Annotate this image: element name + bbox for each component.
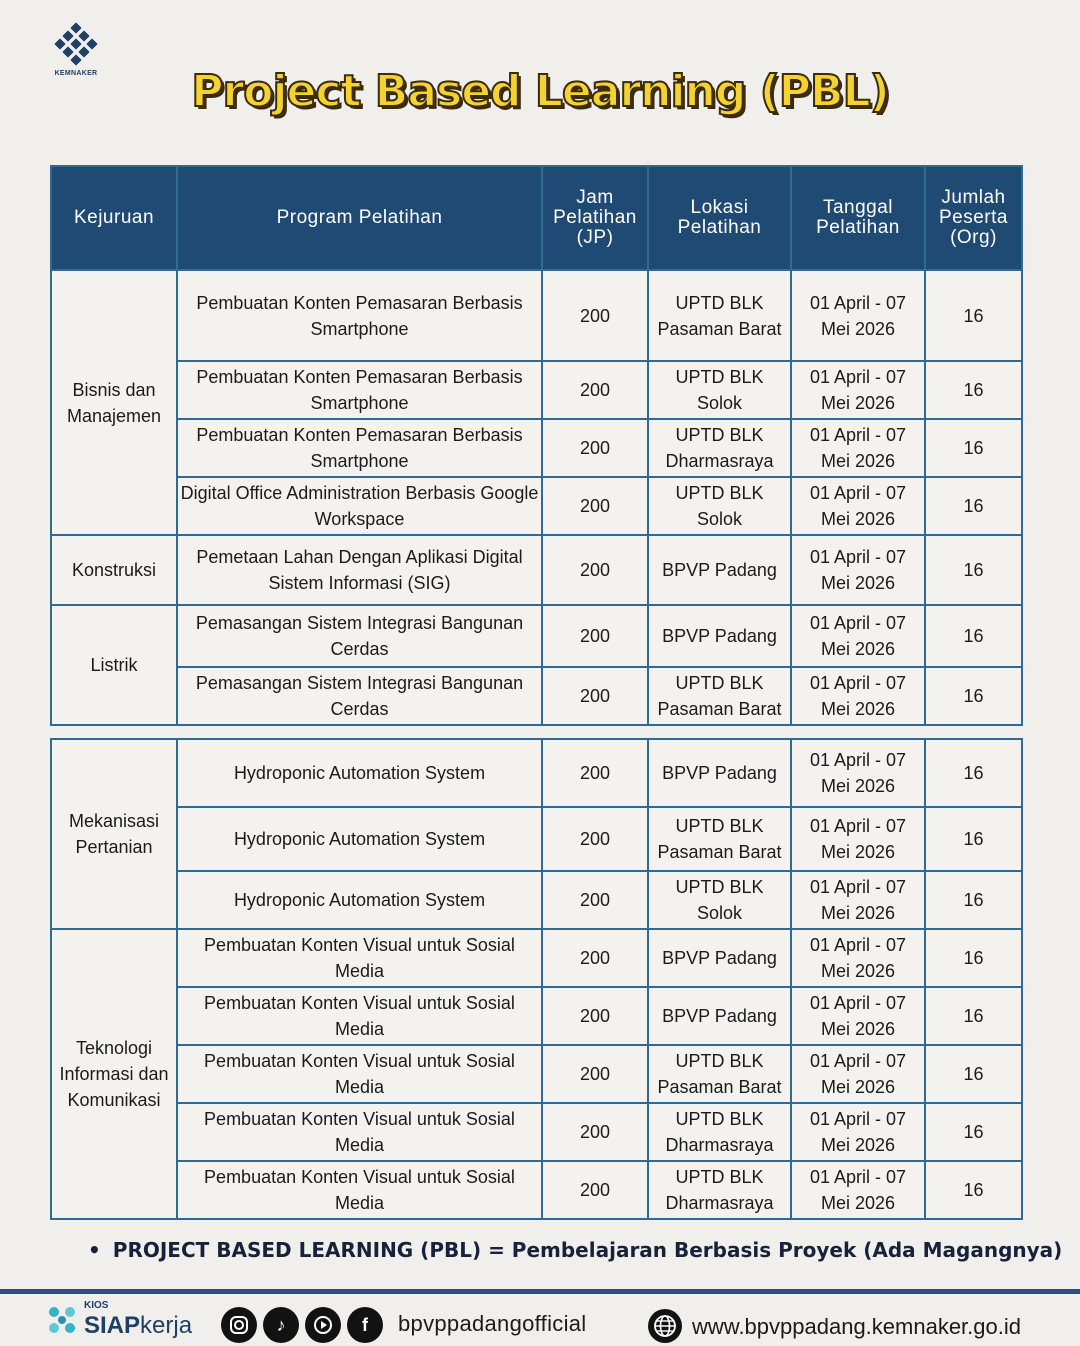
- kemnaker-emblem-icon: [53, 22, 99, 68]
- jp-cell: 200: [542, 807, 648, 871]
- siapkerja-text: [84, 1312, 192, 1340]
- peserta-cell: 16: [925, 1103, 1022, 1161]
- lokasi-cell: UPTD BLK Solok: [648, 477, 791, 535]
- peserta-cell: 16: [925, 1045, 1022, 1103]
- lokasi-cell: UPTD BLK Dharmasraya: [648, 419, 791, 477]
- tanggal-cell: 01 April - 07 Mei 2026: [791, 605, 925, 667]
- kejuruan-cell: Mekanisasi Pertanian: [51, 739, 177, 929]
- jp-cell: 200: [542, 871, 648, 929]
- program-cell: Pembuatan Konten Pemasaran Berbasis Smartphone: [177, 270, 542, 361]
- tanggal-cell: 01 April - 07 Mei 2026: [791, 1103, 925, 1161]
- table-header-row: [51, 166, 1022, 270]
- table-row: [51, 667, 1022, 725]
- jp-cell: 200: [542, 361, 648, 419]
- youtube-icon[interactable]: [305, 1307, 341, 1343]
- jp-cell: 200: [542, 1161, 648, 1219]
- social-handle[interactable]: bpvppadangofficial: [398, 1311, 587, 1336]
- jp-cell: 200: [542, 605, 648, 667]
- table-row: [51, 477, 1022, 535]
- program-cell: Pembuatan Konten Visual untuk Sosial Media: [177, 929, 542, 987]
- table-row: [51, 361, 1022, 419]
- peserta-cell: 16: [925, 739, 1022, 807]
- peserta-cell: 16: [925, 270, 1022, 361]
- peserta-cell: 16: [925, 929, 1022, 987]
- facebook-icon[interactable]: f: [347, 1307, 383, 1343]
- lokasi-cell: BPVP Padang: [648, 987, 791, 1045]
- lokasi-cell: UPTD BLK Dharmasraya: [648, 1103, 791, 1161]
- logo-text: KEMNAKER: [54, 70, 98, 77]
- tanggal-cell: 01 April - 07 Mei 2026: [791, 739, 925, 807]
- instagram-icon[interactable]: [221, 1307, 257, 1343]
- kerja-text: kerja: [140, 1312, 193, 1339]
- peserta-cell: 16: [925, 987, 1022, 1045]
- tanggal-cell: 01 April - 07 Mei 2026: [791, 535, 925, 605]
- jp-cell: 200: [542, 477, 648, 535]
- program-cell: Pemasangan Sistem Integrasi Bangunan Cerdas: [177, 605, 542, 667]
- lokasi-cell: BPVP Padang: [648, 929, 791, 987]
- table-row: [51, 1161, 1022, 1219]
- tanggal-cell: 01 April - 07 Mei 2026: [791, 477, 925, 535]
- tanggal-cell: 01 April - 07 Mei 2026: [791, 270, 925, 361]
- social-icons: [221, 1307, 383, 1343]
- table-row: [51, 419, 1022, 477]
- kejuruan-cell: Bisnis dan Manajemen: [51, 270, 177, 535]
- table-row: [51, 807, 1022, 871]
- tanggal-cell: 01 April - 07 Mei 2026: [791, 667, 925, 725]
- jp-cell: 200: [542, 1045, 648, 1103]
- header-program: Program Pelatihan: [177, 166, 542, 270]
- jp-cell: 200: [542, 929, 648, 987]
- tanggal-cell: 01 April - 07 Mei 2026: [791, 1161, 925, 1219]
- lokasi-cell: UPTD BLK Solok: [648, 871, 791, 929]
- peserta-cell: 16: [925, 535, 1022, 605]
- tanggal-cell: 01 April - 07 Mei 2026: [791, 871, 925, 929]
- lokasi-cell: UPTD BLK Dharmasraya: [648, 1161, 791, 1219]
- tanggal-cell: 01 April - 07 Mei 2026: [791, 807, 925, 871]
- program-cell: Hydroponic Automation System: [177, 807, 542, 871]
- table-row: [51, 605, 1022, 667]
- kios-label: KIOS: [84, 1300, 109, 1311]
- lokasi-cell: UPTD BLK Pasaman Barat: [648, 1045, 791, 1103]
- table-row: [51, 270, 1022, 361]
- kejuruan-cell: Konstruksi: [51, 535, 177, 605]
- table-row: [51, 871, 1022, 929]
- table-row: [51, 1045, 1022, 1103]
- peserta-cell: 16: [925, 605, 1022, 667]
- peserta-cell: 16: [925, 807, 1022, 871]
- program-cell: Pembuatan Konten Visual untuk Sosial Media: [177, 1045, 542, 1103]
- program-cell: Hydroponic Automation System: [177, 739, 542, 807]
- table-row: [51, 987, 1022, 1045]
- tanggal-cell: 01 April - 07 Mei 2026: [791, 987, 925, 1045]
- table-row: [51, 929, 1022, 987]
- program-cell: Digital Office Administration Berbasis Google Workspace: [177, 477, 542, 535]
- peserta-cell: 16: [925, 419, 1022, 477]
- training-table-1: [50, 165, 1023, 726]
- siapkerja-logo: [44, 1298, 192, 1342]
- peserta-cell: 16: [925, 667, 1022, 725]
- tiktok-icon[interactable]: ♪: [263, 1307, 299, 1343]
- program-cell: Pembuatan Konten Pemasaran Berbasis Smartphone: [177, 361, 542, 419]
- header-jam: Jam Pelatihan (JP): [542, 166, 648, 270]
- table-row: [51, 535, 1022, 605]
- program-cell: Pemasangan Sistem Integrasi Bangunan Cerdas: [177, 667, 542, 725]
- tanggal-cell: 01 April - 07 Mei 2026: [791, 419, 925, 477]
- siap-text: SIAP: [84, 1312, 141, 1339]
- jp-cell: 200: [542, 419, 648, 477]
- pbl-note: • PROJECT BASED LEARNING (PBL) = Pembelajaran Berbasis Proyek (Ada Magangnya): [88, 1238, 1062, 1262]
- peserta-cell: 16: [925, 871, 1022, 929]
- peserta-cell: 16: [925, 477, 1022, 535]
- header-tanggal: Tanggal Pelatihan: [791, 166, 925, 270]
- footer-divider: [0, 1289, 1080, 1294]
- lokasi-cell: BPVP Padang: [648, 535, 791, 605]
- siapkerja-icon: [44, 1302, 80, 1338]
- tanggal-cell: 01 April - 07 Mei 2026: [791, 929, 925, 987]
- program-cell: Pembuatan Konten Visual untuk Sosial Media: [177, 1161, 542, 1219]
- jp-cell: 200: [542, 667, 648, 725]
- program-cell: Pembuatan Konten Visual untuk Sosial Media: [177, 987, 542, 1045]
- lokasi-cell: UPTD BLK Pasaman Barat: [648, 807, 791, 871]
- kejuruan-cell: Listrik: [51, 605, 177, 725]
- table-row: [51, 1103, 1022, 1161]
- tanggal-cell: 01 April - 07 Mei 2026: [791, 361, 925, 419]
- program-cell: Hydroponic Automation System: [177, 871, 542, 929]
- header-peserta: Jumlah Peserta (Org): [925, 166, 1022, 270]
- lokasi-cell: UPTD BLK Pasaman Barat: [648, 667, 791, 725]
- header-lokasi: Lokasi Pelatihan: [648, 166, 791, 270]
- tanggal-cell: 01 April - 07 Mei 2026: [791, 1045, 925, 1103]
- jp-cell: 200: [542, 1103, 648, 1161]
- table-row: [51, 739, 1022, 807]
- page-title: Project Based Learning (PBL): [191, 66, 889, 117]
- peserta-cell: 16: [925, 1161, 1022, 1219]
- header-kejuruan: Kejuruan: [51, 166, 177, 270]
- website-link[interactable]: www.bpvppadang.kemnaker.go.id: [692, 1314, 1021, 1339]
- kejuruan-cell: Teknologi Informasi dan Komunikasi: [51, 929, 177, 1219]
- globe-icon: [648, 1309, 682, 1343]
- lokasi-cell: UPTD BLK Solok: [648, 361, 791, 419]
- jp-cell: 200: [542, 270, 648, 361]
- training-table-2: [50, 738, 1023, 1220]
- program-cell: Pembuatan Konten Visual untuk Sosial Media: [177, 1103, 542, 1161]
- peserta-cell: 16: [925, 361, 1022, 419]
- program-cell: Pembuatan Konten Pemasaran Berbasis Smartphone: [177, 419, 542, 477]
- lokasi-cell: BPVP Padang: [648, 605, 791, 667]
- lokasi-cell: UPTD BLK Pasaman Barat: [648, 270, 791, 361]
- jp-cell: 200: [542, 535, 648, 605]
- lokasi-cell: BPVP Padang: [648, 739, 791, 807]
- jp-cell: 200: [542, 739, 648, 807]
- program-cell: Pemetaan Lahan Dengan Aplikasi Digital Sistem Informasi (SIG): [177, 535, 542, 605]
- jp-cell: 200: [542, 987, 648, 1045]
